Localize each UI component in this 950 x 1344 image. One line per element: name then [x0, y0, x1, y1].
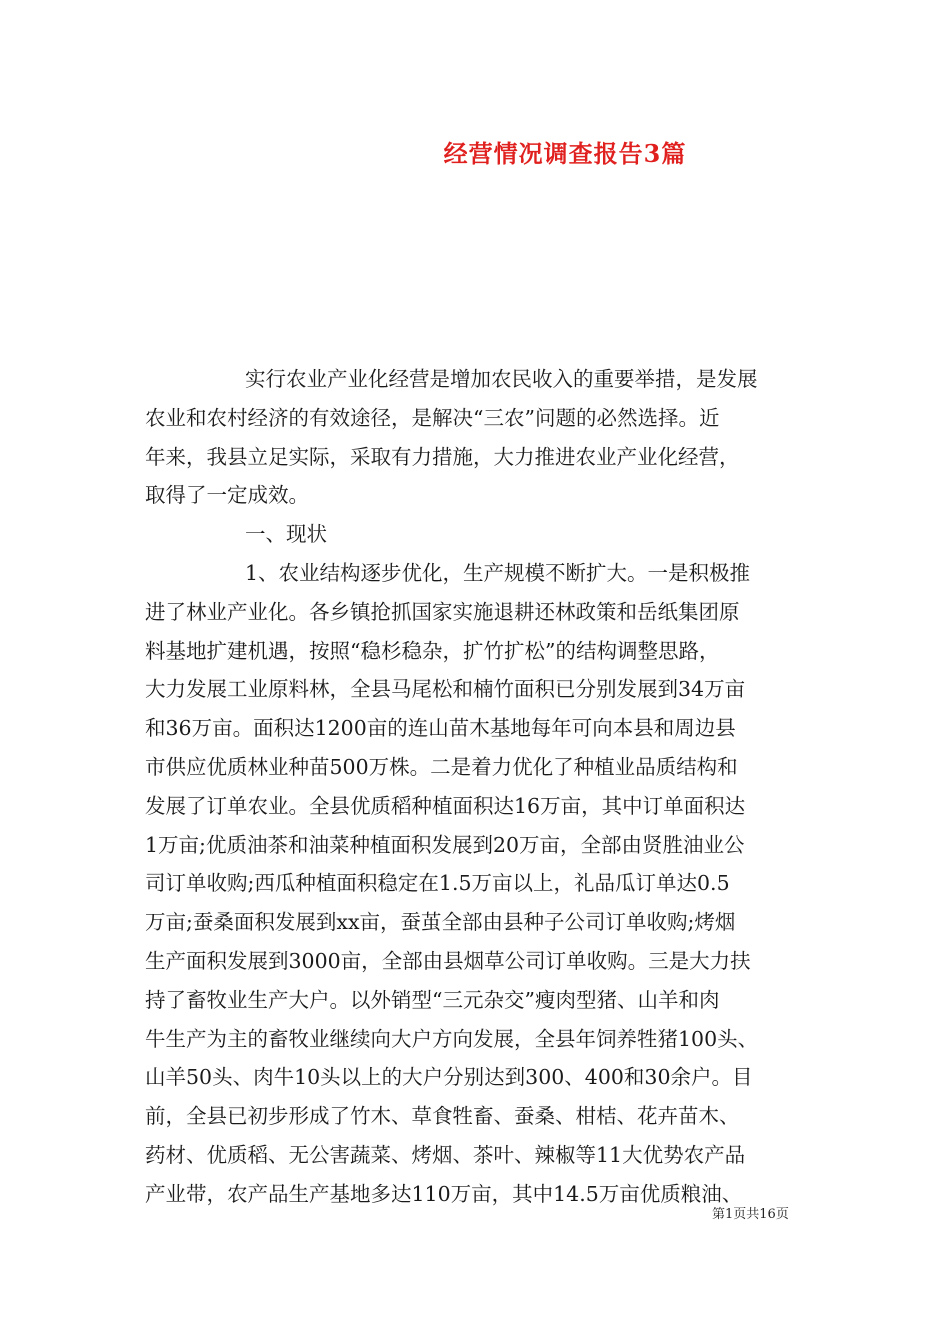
- paragraph-line: 牛生产为主的畜牧业继续向大户方向发展，全县年饲养牲猪100头、: [145, 1026, 759, 1051]
- paragraph-line: 和36万亩。面积达1200亩的连山苗木基地每年可向本县和周边县: [145, 716, 736, 741]
- paragraph-line: 持了畜牧业生产大户。以外销型“三元杂交”瘦肉型猪、山羊和肉: [145, 987, 720, 1012]
- page-number: 第1页共16页: [712, 1207, 789, 1222]
- paragraph-line: 年来，我县立足实际，采取有力措施，大力推进农业产业化经营，: [145, 444, 740, 469]
- paragraph-line: 实行农业产业化经营是增加农民收入的重要举措，是发展: [245, 367, 758, 391]
- paragraph-line: 1、农业结构逐步优化，生产规模不断扩大。一是积极推: [245, 560, 751, 585]
- paragraph-line: 取得了一定成效。: [145, 483, 309, 508]
- paragraph-line: 药材、优质稻、无公害蔬菜、烤烟、茶叶、辣椒等11大优势农产品: [145, 1142, 746, 1167]
- paragraph-line: 大力发展工业原料林，全县马尾松和楠竹面积已分别发展到34万亩: [145, 677, 746, 702]
- paragraph-line: 万亩;蚕桑面积发展到xx亩，蚕茧全部由县种子公司订单收购;烤烟: [145, 910, 736, 935]
- paragraph-line: 料基地扩建机遇，按照“稳杉稳杂，扩竹扩松”的结构调整思路，: [145, 638, 720, 663]
- paragraph-line: 1万亩;优质油茶和油菜种植面积发展到20万亩，全部由贤胜油业公: [145, 832, 745, 857]
- paragraph-line: 发展了订单农业。全县优质稻种植面积达16万亩，其中订单面积达: [145, 793, 746, 818]
- paragraph-line: 进了林业产业化。各乡镇抢抓国家实施退耕还林政策和岳纸集团原: [145, 599, 740, 624]
- paragraph-line: 前，全县已初步形成了竹木、草食牲畜、蚕桑、柑桔、花卉苗木、: [145, 1104, 740, 1129]
- document-title: 经营情况调查报告3篇: [443, 139, 687, 168]
- paragraph-line: 市供应优质林业种苗500万株。二是着力优化了种植业品质结构和: [145, 754, 738, 779]
- paragraph-line: 司订单收购;西瓜种植面积稳定在1.5万亩以上，礼品瓜订单达0.5: [145, 871, 730, 896]
- section-heading: 一、现状: [245, 522, 327, 547]
- paragraph-line: 农业和农村经济的有效途径，是解决“三农”问题的必然选择。近: [145, 405, 720, 430]
- paragraph-line: 产业带，农产品生产基地多达110万亩，其中14.5万亩优质粮油、: [145, 1181, 743, 1206]
- paragraph-line: 生产面积发展到3000亩，全部由县烟草公司订单收购。三是大力扶: [145, 948, 751, 973]
- paragraph-line: 山羊50头、肉牛10头以上的大户分别达到300、400和30余户。目: [145, 1065, 753, 1090]
- document-body: [145, 360, 815, 1214]
